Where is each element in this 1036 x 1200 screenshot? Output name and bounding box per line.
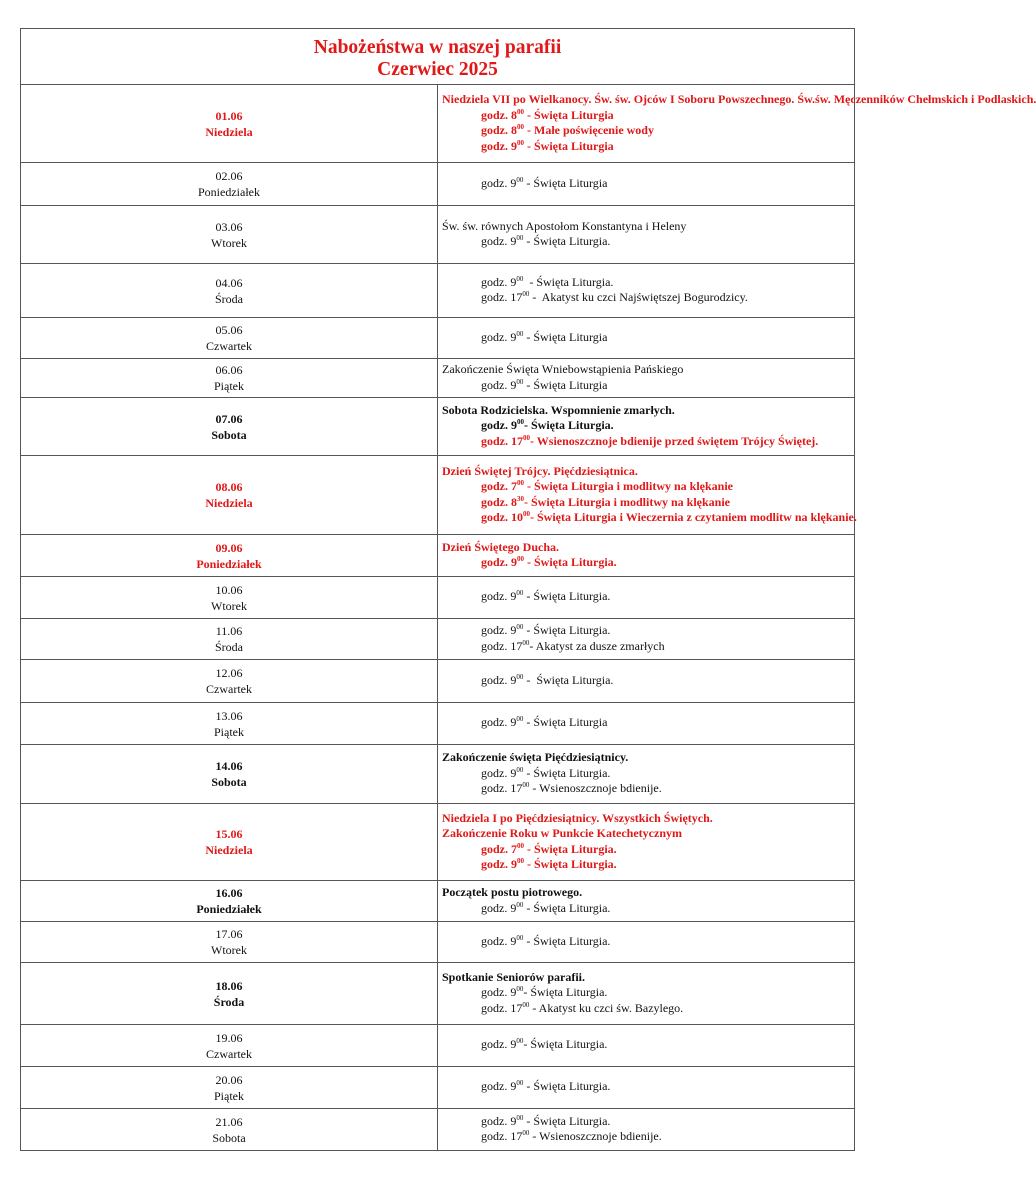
service-name: - Małe poświęcenie wody (524, 123, 654, 137)
line-text: Dzień Świętej Trójcy. Pięćdziesiątnica. (442, 463, 638, 478)
service-time-line (442, 857, 854, 873)
service-minutes: 00 (522, 638, 530, 647)
service-hour: godz. 9 (481, 589, 517, 604)
date-label: 02.06 (215, 169, 243, 183)
service-time-line (442, 842, 854, 858)
service-name: - Akatyst ku czci św. Bazylego. (529, 1000, 684, 1015)
description-cell (438, 745, 855, 804)
schedule-row (21, 318, 855, 359)
date-label: 10.06 (215, 582, 243, 597)
service-name: - Święta Liturgia. (523, 1037, 608, 1052)
weekday-label: Piątek (214, 1088, 244, 1103)
date-cell (21, 745, 438, 804)
weekday-label: Sobota (211, 775, 247, 789)
description-cell (438, 535, 855, 577)
schedule-row (21, 703, 855, 745)
service-minutes: 00 (523, 510, 530, 518)
date-cell (21, 619, 438, 660)
service-name: - Akatyst za dusze zmarłych (529, 638, 665, 653)
service-hour: godz. 9 (481, 555, 517, 569)
weekday-label: Środa (215, 640, 243, 654)
service-name: - Święta Liturgia. (523, 623, 611, 637)
service-name: - Święta Liturgia (523, 715, 608, 730)
service-name: - Święta Liturgia. (524, 418, 614, 433)
service-name: - Święta Liturgia i Wieczernia z czytaniem modlitw na klękanie. (530, 510, 857, 524)
date-cell (21, 660, 438, 703)
service-time-line (442, 234, 854, 250)
schedule-row (21, 881, 855, 922)
line-text: Zakończenie Roku w Punkcie Katechetycznym (442, 826, 682, 840)
service-hour: godz. 8 (481, 107, 517, 122)
weekday-label: Czwartek (206, 682, 252, 696)
service-name: - Święta Liturgia. (523, 985, 608, 1000)
service-hour: godz. 17 (481, 1129, 523, 1143)
schedule-row (21, 85, 855, 163)
date-cell (21, 804, 438, 881)
service-name: - Święta Liturgia. (523, 765, 611, 780)
schedule-row (21, 577, 855, 619)
service-hour: godz. 9 (481, 857, 517, 871)
service-time-line (442, 766, 854, 782)
schedule-row (21, 1109, 855, 1151)
service-hour: godz. 17 (481, 290, 523, 304)
description-line (442, 540, 854, 556)
date-label: 05.06 (215, 323, 243, 337)
service-name: - Święta Liturgia. (523, 933, 611, 948)
service-name: - Święta Liturgia. (524, 841, 617, 856)
service-time-line (442, 434, 854, 450)
service-name: - Święta Liturgia. (523, 672, 614, 687)
description-line (442, 811, 854, 827)
date-label: 14.06 (215, 759, 243, 773)
date-cell (21, 881, 438, 922)
service-name: - Święta Liturgia. (524, 857, 617, 871)
date-label: 09.06 (215, 540, 243, 555)
header-cell (21, 29, 855, 85)
date-label: 19.06 (215, 1030, 243, 1045)
service-hour: godz. 9 (481, 274, 517, 289)
service-name: - Święta Liturgia i modlitwy na klękanie (524, 479, 734, 493)
service-minutes: 00 (517, 479, 524, 487)
service-name: - Akatyst ku czci Najświętszej Bogurodzicy. (529, 290, 748, 304)
line-text: Spotkanie Seniorów parafii. (442, 969, 586, 984)
service-hour: godz. 9 (481, 672, 517, 687)
date-label: 03.06 (215, 219, 243, 234)
service-minutes: 00 (517, 841, 524, 850)
service-hour: godz. 9 (481, 900, 517, 915)
service-time-line (442, 589, 854, 605)
date-label: 16.06 (215, 886, 243, 900)
service-minutes: 00 (516, 623, 524, 631)
date-cell (21, 163, 438, 206)
service-hour: godz. 7 (481, 479, 517, 493)
service-minutes: 00 (522, 1000, 530, 1009)
service-minutes: 00 (516, 175, 524, 184)
service-name: - Święta Liturgia. (523, 589, 611, 604)
schedule-row (21, 963, 855, 1025)
line-text: Św. św. równych Apostołom Konstantyna i Heleny (442, 218, 687, 233)
weekday-label: Piątek (214, 724, 244, 739)
description-line (442, 970, 854, 986)
line-text: Niedziela VII po Wielkanocy. Św. św. Ojców I Soboru Powszechnego. Św.św. Męczenników Chełmskich i Podlaskich. (442, 92, 1036, 106)
schedule-row (21, 535, 855, 577)
description-cell (438, 1109, 855, 1151)
service-time-line (442, 1001, 854, 1017)
schedule-row (21, 359, 855, 398)
service-name: - Wsienoszcznoje bdienije. (529, 781, 662, 796)
date-cell (21, 318, 438, 359)
service-time-line (442, 639, 854, 655)
service-time-line (442, 108, 854, 124)
line-text: Zakończenie święta Pięćdziesiątnicy. (442, 750, 629, 765)
date-label: 15.06 (215, 827, 243, 841)
weekday-label: Poniedziałek (196, 902, 262, 916)
schedule-row (21, 206, 855, 264)
schedule-table (20, 28, 1036, 1151)
service-hour: godz. 9 (481, 623, 517, 637)
service-name: - Święta Liturgia (524, 138, 614, 153)
description-cell (438, 456, 855, 535)
service-minutes: 00 (516, 377, 524, 386)
weekday-label: Niedziela (205, 496, 253, 510)
date-label: 06.06 (215, 363, 243, 377)
description-cell (438, 264, 855, 318)
service-minutes: 00 (516, 672, 524, 681)
description-cell (438, 318, 855, 359)
service-name: - Święta Liturgia (524, 107, 614, 122)
service-minutes: 00 (516, 900, 524, 909)
service-name: - Wsienoszcznoje bdienije przed świętem Trójcy Świętej. (530, 433, 819, 448)
service-minutes: 00 (516, 589, 524, 598)
service-hour: godz. 17 (481, 433, 523, 448)
service-name: - Święta Liturgia. (523, 1079, 611, 1094)
service-hour: godz. 17 (481, 781, 523, 796)
service-hour: godz. 8 (481, 494, 517, 509)
service-minutes: 00 (517, 857, 524, 865)
schedule-row (21, 456, 855, 535)
date-cell (21, 535, 438, 577)
description-cell (438, 85, 1036, 163)
page-title: Nabożeństwa w naszej parafii (313, 36, 562, 58)
weekday-label: Sobota (212, 1130, 246, 1145)
schedule-row (21, 745, 855, 804)
service-minutes: 00 (522, 1129, 530, 1137)
service-minutes: 00 (516, 715, 524, 724)
schedule-row (21, 660, 855, 703)
description-cell (438, 206, 855, 264)
date-label: 11.06 (215, 624, 243, 638)
weekday-label: Poniedziałek (196, 556, 262, 571)
weekday-label: Sobota (211, 427, 247, 442)
service-minutes: 00 (516, 274, 524, 283)
service-hour: godz. 8 (481, 123, 517, 137)
weekday-label: Poniedziałek (198, 185, 260, 199)
description-line (442, 885, 854, 901)
line-text: Początek postu piotrowego. (442, 885, 583, 899)
description-line (442, 464, 854, 480)
weekday-label: Wtorek (211, 598, 247, 613)
service-minutes: 00 (522, 290, 530, 298)
service-time-line (442, 673, 854, 689)
schedule-row (21, 1067, 855, 1109)
service-hour: godz. 7 (481, 841, 517, 856)
service-time-line (442, 176, 854, 192)
date-cell (21, 1109, 438, 1151)
service-minutes: 00 (523, 433, 530, 442)
schedule-row (21, 163, 855, 206)
description-line (442, 403, 854, 419)
service-minutes: 00 (516, 234, 524, 242)
service-hour: godz. 9 (481, 377, 517, 392)
service-time-line (442, 1037, 854, 1053)
service-time-line (442, 275, 854, 291)
date-label: 18.06 (215, 978, 243, 993)
service-time-line (442, 1079, 854, 1095)
service-time-line (442, 1114, 854, 1130)
service-minutes: 00 (517, 123, 524, 131)
description-cell (438, 398, 855, 456)
description-line (442, 219, 854, 235)
service-name: - Święta Liturgia (523, 175, 608, 190)
line-text: Sobota Rodzicielska. Wspomnienie zmarłych. (442, 402, 675, 417)
service-hour: godz. 9 (481, 329, 517, 344)
description-cell (438, 1025, 855, 1067)
service-minutes: 00 (516, 329, 524, 338)
service-minutes: 00 (517, 107, 524, 116)
schedule-row (21, 398, 855, 456)
schedule-row (21, 922, 855, 963)
description-cell (438, 660, 855, 703)
description-cell (438, 619, 855, 660)
service-minutes: 00 (516, 1113, 524, 1122)
service-time-line (442, 985, 854, 1001)
service-name: - Święta Liturgia (523, 377, 608, 392)
date-cell (21, 264, 438, 318)
service-hour: godz. 9 (481, 1113, 517, 1128)
service-hour: godz. 9 (481, 985, 517, 1000)
service-name: - Święta Liturgia. (524, 555, 617, 569)
service-hour: godz. 17 (481, 638, 523, 653)
schedule-row (21, 804, 855, 881)
service-hour: godz. 9 (481, 933, 517, 948)
service-minutes: 00 (516, 1079, 524, 1088)
date-cell (21, 703, 438, 745)
service-time-line (442, 378, 854, 394)
date-cell (21, 359, 438, 398)
service-hour: godz. 10 (481, 510, 523, 524)
service-time-line (442, 1129, 854, 1145)
service-time-line (442, 901, 854, 917)
weekday-label: Czwartek (206, 339, 252, 353)
description-cell (438, 881, 855, 922)
service-minutes: 00 (517, 418, 524, 427)
schedule-row (21, 264, 855, 318)
service-minutes: 00 (522, 781, 530, 790)
weekday-label: Wtorek (211, 943, 247, 957)
service-time-line (442, 623, 854, 639)
weekday-label: Środa (215, 291, 243, 306)
description-cell (438, 963, 855, 1025)
date-label: 07.06 (215, 411, 243, 426)
service-minutes: 00 (516, 765, 524, 774)
description-cell (438, 359, 855, 398)
date-cell (21, 398, 438, 456)
date-label: 21.06 (215, 1114, 243, 1129)
service-time-line (442, 781, 854, 797)
description-line (442, 826, 854, 842)
description-cell (438, 1067, 855, 1109)
service-name: - Święta Liturgia. (523, 234, 611, 248)
date-label: 17.06 (215, 927, 243, 941)
date-label: 08.06 (215, 480, 243, 494)
schedule-row (21, 1025, 855, 1067)
service-time-line (442, 479, 854, 495)
service-time-line (442, 934, 854, 950)
description-cell (438, 922, 855, 963)
service-minutes: 00 (516, 985, 524, 994)
weekday-label: Niedziela (205, 124, 253, 139)
date-cell (21, 456, 438, 535)
weekday-label: Piątek (214, 379, 244, 393)
service-name: - Święta Liturgia i modlitwy na klękanie (524, 494, 731, 509)
description-line (442, 92, 1036, 108)
description-cell (438, 577, 855, 619)
service-time-line (442, 123, 854, 139)
weekday-label: Czwartek (206, 1046, 252, 1061)
date-cell (21, 922, 438, 963)
date-cell (21, 85, 438, 163)
weekday-label: Niedziela (205, 843, 253, 857)
date-label: 04.06 (215, 275, 243, 290)
service-time-line (442, 290, 854, 306)
line-text: Dzień Świętego Ducha. (442, 539, 559, 554)
date-cell (21, 1067, 438, 1109)
service-hour: godz. 9 (481, 1079, 517, 1094)
page-subtitle: Czerwiec 2025 (377, 58, 498, 80)
description-cell (438, 703, 855, 745)
service-time-line (442, 495, 854, 511)
service-hour: godz. 9 (481, 715, 517, 730)
service-name: - Święta Liturgia. (523, 274, 614, 289)
description-line (442, 750, 854, 766)
date-label: 13.06 (215, 708, 243, 723)
service-name: - Wsienoszcznoje bdienije. (529, 1129, 662, 1143)
service-minutes: 00 (516, 933, 524, 942)
service-name: - Święta Liturgia. (523, 900, 611, 915)
date-cell (21, 206, 438, 264)
date-label: 20.06 (215, 1072, 243, 1087)
service-hour: godz. 17 (481, 1000, 523, 1015)
date-cell (21, 1025, 438, 1067)
service-minutes: 30 (517, 494, 524, 503)
weekday-label: Wtorek (211, 235, 247, 250)
date-label: 12.06 (215, 666, 243, 680)
service-time-line (442, 510, 857, 526)
service-hour: godz. 9 (481, 418, 517, 433)
service-name: - Święta Liturgia (523, 329, 608, 344)
service-minutes: 00 (517, 555, 524, 563)
service-hour: godz. 9 (481, 765, 517, 780)
service-time-line (442, 418, 854, 434)
line-text: Niedziela I po Pięćdziesiątnicy. Wszystkich Świętych. (442, 810, 713, 825)
line-text: Zakończenie Święta Wniebowstąpienia Pańskiego (442, 362, 684, 376)
service-minutes: 00 (517, 138, 524, 147)
description-cell (438, 804, 855, 881)
service-hour: godz. 9 (481, 175, 517, 190)
schedule-row (21, 619, 855, 660)
service-hour: godz. 9 (481, 138, 517, 153)
service-hour: godz. 9 (481, 1037, 517, 1052)
service-time-line (442, 330, 854, 346)
header-row (21, 29, 855, 85)
service-minutes: 00 (516, 1037, 524, 1046)
description-cell (438, 163, 855, 206)
schedule-sheet (20, 28, 1036, 1151)
service-name: - Święta Liturgia. (523, 1113, 611, 1128)
description-line (442, 362, 854, 378)
service-time-line (442, 715, 854, 731)
service-time-line (442, 555, 854, 571)
service-time-line (442, 139, 854, 155)
date-label: 01.06 (215, 108, 243, 123)
date-cell (21, 963, 438, 1025)
weekday-label: Środa (213, 994, 245, 1009)
date-cell (21, 577, 438, 619)
service-hour: godz. 9 (481, 234, 517, 248)
